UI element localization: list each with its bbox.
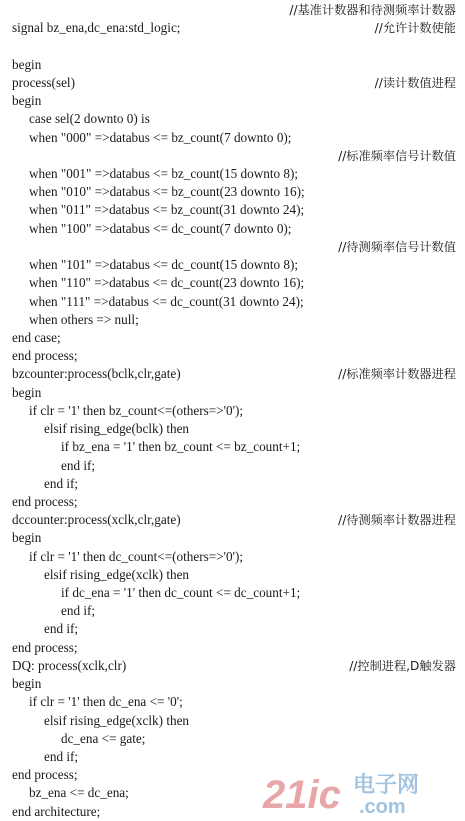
code-comment: //允许计数使能 [374, 21, 456, 36]
code-text: end process; [12, 767, 78, 783]
watermark-domain: .com [359, 796, 406, 816]
code-line [0, 693, 465, 711]
code-comment: //读计数值进程 [374, 75, 456, 90]
code-text: signal bz_ena,dc_ena:std_logic; [12, 20, 181, 36]
code-text: when "000" =>databus <= bz_count(7 downto 0); [29, 129, 292, 145]
code-line [0, 74, 465, 92]
code-text: bzcounter:process(bclk,clr,gate) [12, 366, 181, 382]
code-line [0, 329, 465, 347]
code-line [0, 19, 465, 37]
code-line [0, 311, 465, 329]
code-line [0, 129, 465, 147]
code-line [0, 56, 465, 74]
code-line [0, 201, 465, 219]
code-line [0, 675, 465, 693]
code-line [0, 256, 465, 274]
code-text: when "001" =>databus <= bz_count(15 downto 8); [29, 165, 299, 181]
code-text: end if; [44, 749, 79, 765]
code-line [0, 384, 465, 402]
code-text: begin [12, 530, 42, 546]
code-text: dc_ena <= gate; [61, 730, 146, 746]
site-watermark [261, 768, 461, 816]
code-text: end case; [12, 329, 61, 345]
code-line [0, 147, 465, 165]
code-line [0, 493, 465, 511]
code-text: when "110" =>databus <= dc_count(23 downto 16); [29, 275, 305, 291]
code-comment: //控制进程,D触发器 [349, 658, 456, 673]
code-text: end process; [12, 639, 78, 655]
code-text: end if; [44, 621, 79, 637]
code-line [0, 238, 465, 256]
watermark-cn: 电子网 [353, 773, 420, 798]
code-line [0, 730, 465, 748]
code-comment: //标准频率计数器进程 [338, 367, 456, 382]
code-text: if dc_ena = '1' then dc_count <= dc_count+1; [61, 585, 301, 601]
code-text: elsif rising_edge(xclk) then [44, 566, 190, 582]
code-line [0, 602, 465, 620]
code-line [0, 712, 465, 730]
code-text: when "010" =>databus <= bz_count(23 downto 16); [29, 184, 305, 200]
code-text: end process; [12, 348, 78, 364]
code-text: begin [12, 56, 42, 72]
code-line [0, 37, 465, 55]
code-line [0, 620, 465, 638]
code-text: end if; [44, 475, 79, 491]
code-text: when "111" =>databus <= dc_count(31 downto 24); [29, 293, 304, 309]
code-comment: //待测频率计数器进程 [338, 513, 456, 528]
code-line [0, 293, 465, 311]
code-text: if bz_ena = '1' then bz_count <= bz_count+1; [61, 439, 301, 455]
code-line [0, 420, 465, 438]
code-text: bz_ena <= dc_ena; [29, 785, 129, 801]
code-text: end if; [61, 603, 96, 619]
code-text: case sel(2 downto 0) is [29, 111, 150, 127]
code-line [0, 110, 465, 128]
code-line [0, 365, 465, 383]
code-text: when "011" =>databus <= bz_count(31 downto 24); [29, 202, 305, 218]
code-comment: //标准频率信号计数值 [338, 148, 456, 163]
code-text: end architecture; [12, 803, 101, 819]
code-text: end if; [61, 457, 96, 473]
code-line [0, 529, 465, 547]
code-line [0, 220, 465, 238]
code-line [0, 639, 465, 657]
code-line [0, 566, 465, 584]
code-text: DQ: process(xclk,clr) [12, 657, 127, 673]
code-text: elsif rising_edge(xclk) then [44, 712, 190, 728]
code-text: end process; [12, 493, 78, 509]
code-text: dccounter:process(xclk,clr,gate) [12, 512, 181, 528]
code-text: begin [12, 384, 42, 400]
code-text: if clr = '1' then dc_count<=(others=>'0'); [29, 548, 244, 564]
code-line [0, 438, 465, 456]
code-text: elsif rising_edge(bclk) then [44, 421, 190, 437]
code-line [0, 1, 465, 19]
code-text: when others => null; [29, 311, 139, 327]
code-line [0, 657, 465, 675]
code-text: begin [12, 676, 42, 692]
watermark-brand: 21ic [263, 773, 341, 816]
code-text: process(sel) [12, 74, 75, 90]
code-text: begin [12, 93, 42, 109]
code-line [0, 475, 465, 493]
code-line [0, 748, 465, 766]
code-text: when "100" =>databus <= dc_count(7 downto 0); [29, 220, 292, 236]
code-line [0, 584, 465, 602]
code-line [0, 511, 465, 529]
code-line [0, 457, 465, 475]
code-text: if clr = '1' then dc_ena <= '0'; [29, 694, 183, 710]
code-line [0, 402, 465, 420]
code-line [0, 183, 465, 201]
code-line [0, 165, 465, 183]
code-comment: //基准计数器和待测频率计数器 [289, 3, 456, 17]
code-text: when "101" =>databus <= dc_count(15 downto 8); [29, 257, 299, 273]
code-text: if clr = '1' then bz_count<=(others=>'0'); [29, 402, 244, 418]
code-line [0, 92, 465, 110]
code-comment: //待测频率信号计数值 [338, 239, 456, 254]
code-line [0, 548, 465, 566]
code-line [0, 274, 465, 292]
code-line [0, 347, 465, 365]
